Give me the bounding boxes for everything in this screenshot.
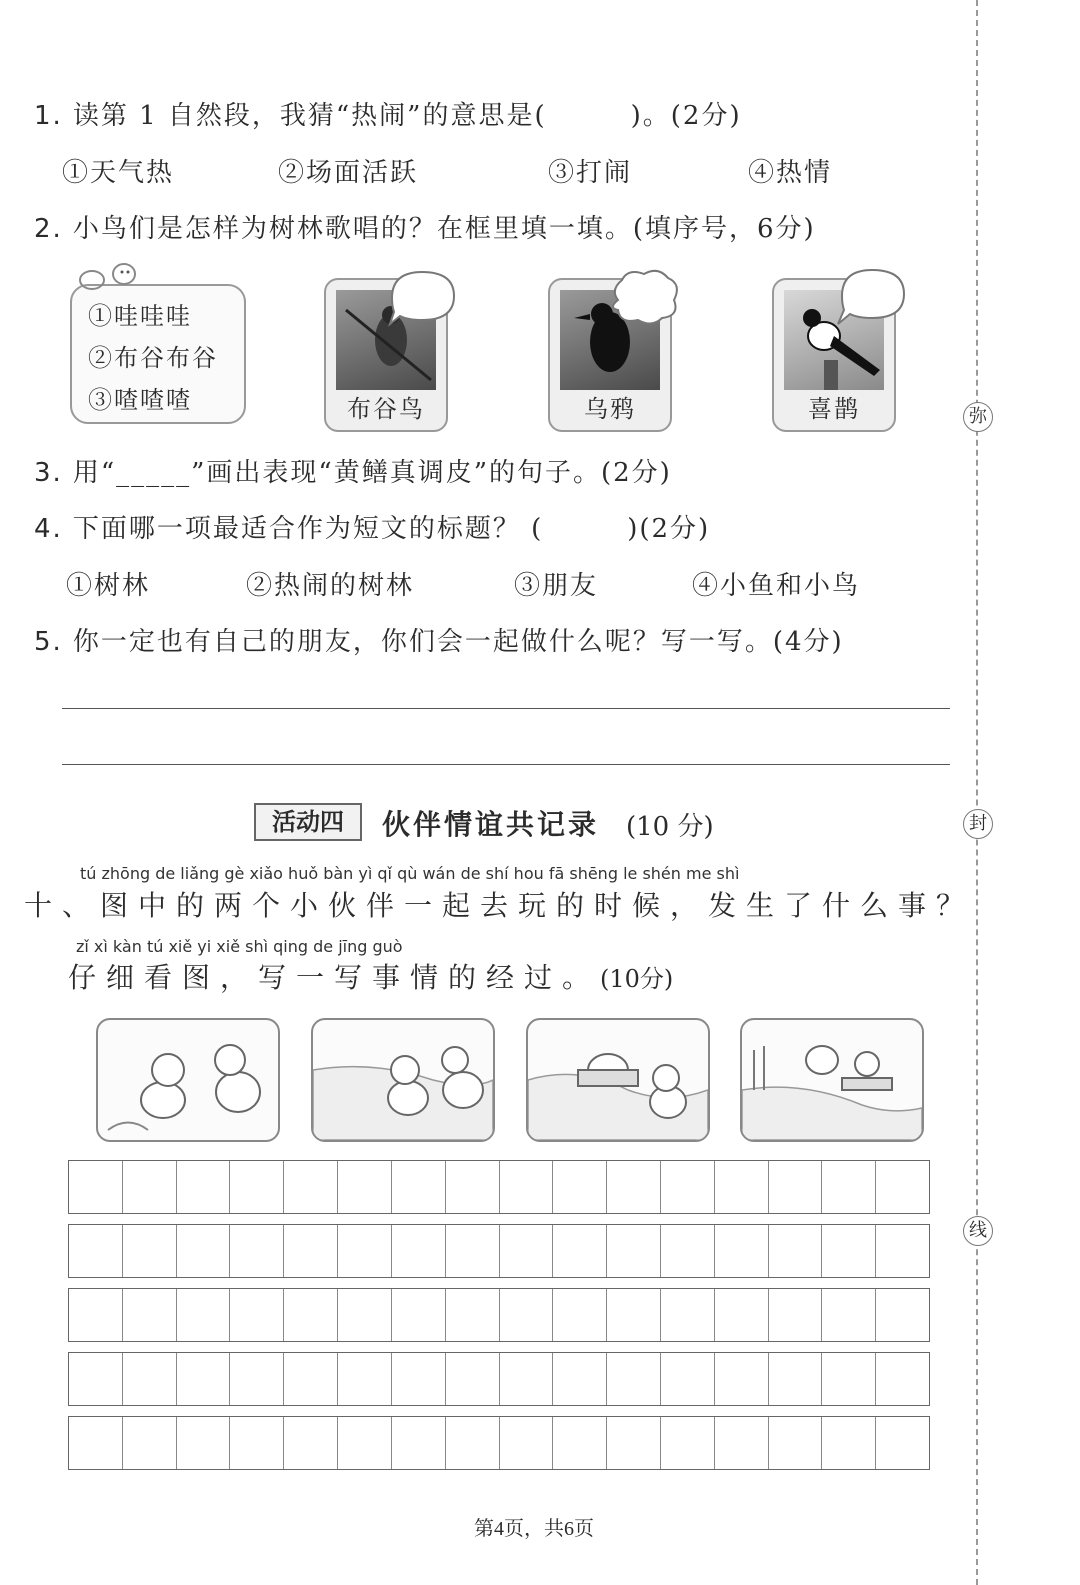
writing-grid-row-4[interactable] [68,1352,930,1406]
q4-option-2: ②热闹的树林 [246,571,415,601]
question-3-text: 用“_____”画出表现“黄鳝真调皮”的句子。(2分) [72,458,672,488]
binding-char-1: 弥 [963,402,993,432]
duck-crossing-on-board-icon [742,1020,922,1140]
choice-2: ②布谷布谷 [88,344,218,372]
q4-option-4: ④小鱼和小鸟 [692,571,861,601]
little-birds-decoration-icon [74,258,144,294]
story-picture-1 [96,1018,280,1142]
writing-grid-row-1[interactable] [68,1160,930,1214]
writing-grid-row-5[interactable] [68,1416,930,1470]
question-3-number: 3. [34,458,63,488]
story-picture-4 [740,1018,924,1142]
q10-line2 [68,956,673,996]
story-picture-2 [311,1018,495,1142]
q10-line2-pinyin: zǐ xì kàn tú xiě yi xiě shì qing de jīng guò [76,937,403,956]
question-5 [34,621,844,658]
question-4 [34,508,710,545]
activity-tag [254,803,362,841]
q1-option-3: ③打闹 [548,158,633,188]
question-5-number: 5. [34,627,63,657]
song-choices-box [70,284,246,424]
activity-score: (10 分) [626,812,714,842]
duck-carrying-board-icon [528,1020,708,1140]
bird-label-crow: 乌鸦 [584,395,636,423]
question-5-text: 你一定也有自己的朋友，你们会一起做什么呢？写一写。(4分) [72,627,844,657]
q4-option-3: ③朋友 [514,571,599,601]
question-2-number: 2. [34,214,63,244]
binding-char-3: 线 [963,1216,993,1246]
q1-option-1: ①天气热 [62,158,175,188]
speech-bubble-1[interactable] [384,268,458,328]
speech-bubble-2[interactable] [606,266,682,330]
answer-line-1[interactable] [62,708,950,709]
bird-label-magpie: 喜鹊 [808,395,860,423]
ducklings-meeting-icon [98,1020,278,1140]
q1-option-4: ④热情 [748,158,833,188]
q4-option-1: ①树林 [66,571,151,601]
binding-dashed-line [976,0,978,1585]
writing-grid-row-3[interactable] [68,1288,930,1342]
question-2 [34,208,816,245]
q10-line2-text: 仔细看图，写一写事情的经过。 [68,961,601,994]
page-footer: 第4页，共6页 [474,1518,594,1540]
story-picture-3 [526,1018,710,1142]
question-2-text: 小鸟们是怎样为树林歌唱的？在框里填一填。(填序号，6分) [72,214,816,244]
question-1-number: 1. [34,101,63,131]
binding-char-2: 封 [963,809,993,839]
question-3 [34,452,672,489]
ducklings-at-river-icon [313,1020,493,1140]
activity-title: 伙伴情谊共记录 [382,808,600,841]
q10-line1-pinyin: tú zhōng de liǎng gè xiǎo huǒ bàn yì qǐ qù wán de shí hou fā shēng le shén me shì [80,864,740,883]
bird-label-cuckoo: 布谷鸟 [347,395,425,423]
activity-tag-text: 活动四 [272,808,344,836]
writing-grid-row-2[interactable] [68,1224,930,1278]
speech-bubble-3[interactable] [832,266,908,328]
q10-line1: 十、图中的两个小伙伴一起去玩的时候，发生了什么事？ [24,889,975,922]
question-1 [34,95,742,132]
question-4-text: 下面哪一项最适合作为短文的标题？ ( )(2分) [72,514,711,544]
q10-line2-score: (10分) [600,965,674,993]
choice-3: ③喳喳喳 [88,386,192,414]
question-4-number: 4. [34,514,63,544]
answer-line-2[interactable] [62,764,950,765]
question-1-text: 读第 1 自然段，我猜“热闹”的意思是( )。(2分) [72,101,742,131]
q1-option-2: ②场面活跃 [278,158,419,188]
choice-1: ①哇哇哇 [88,302,192,330]
